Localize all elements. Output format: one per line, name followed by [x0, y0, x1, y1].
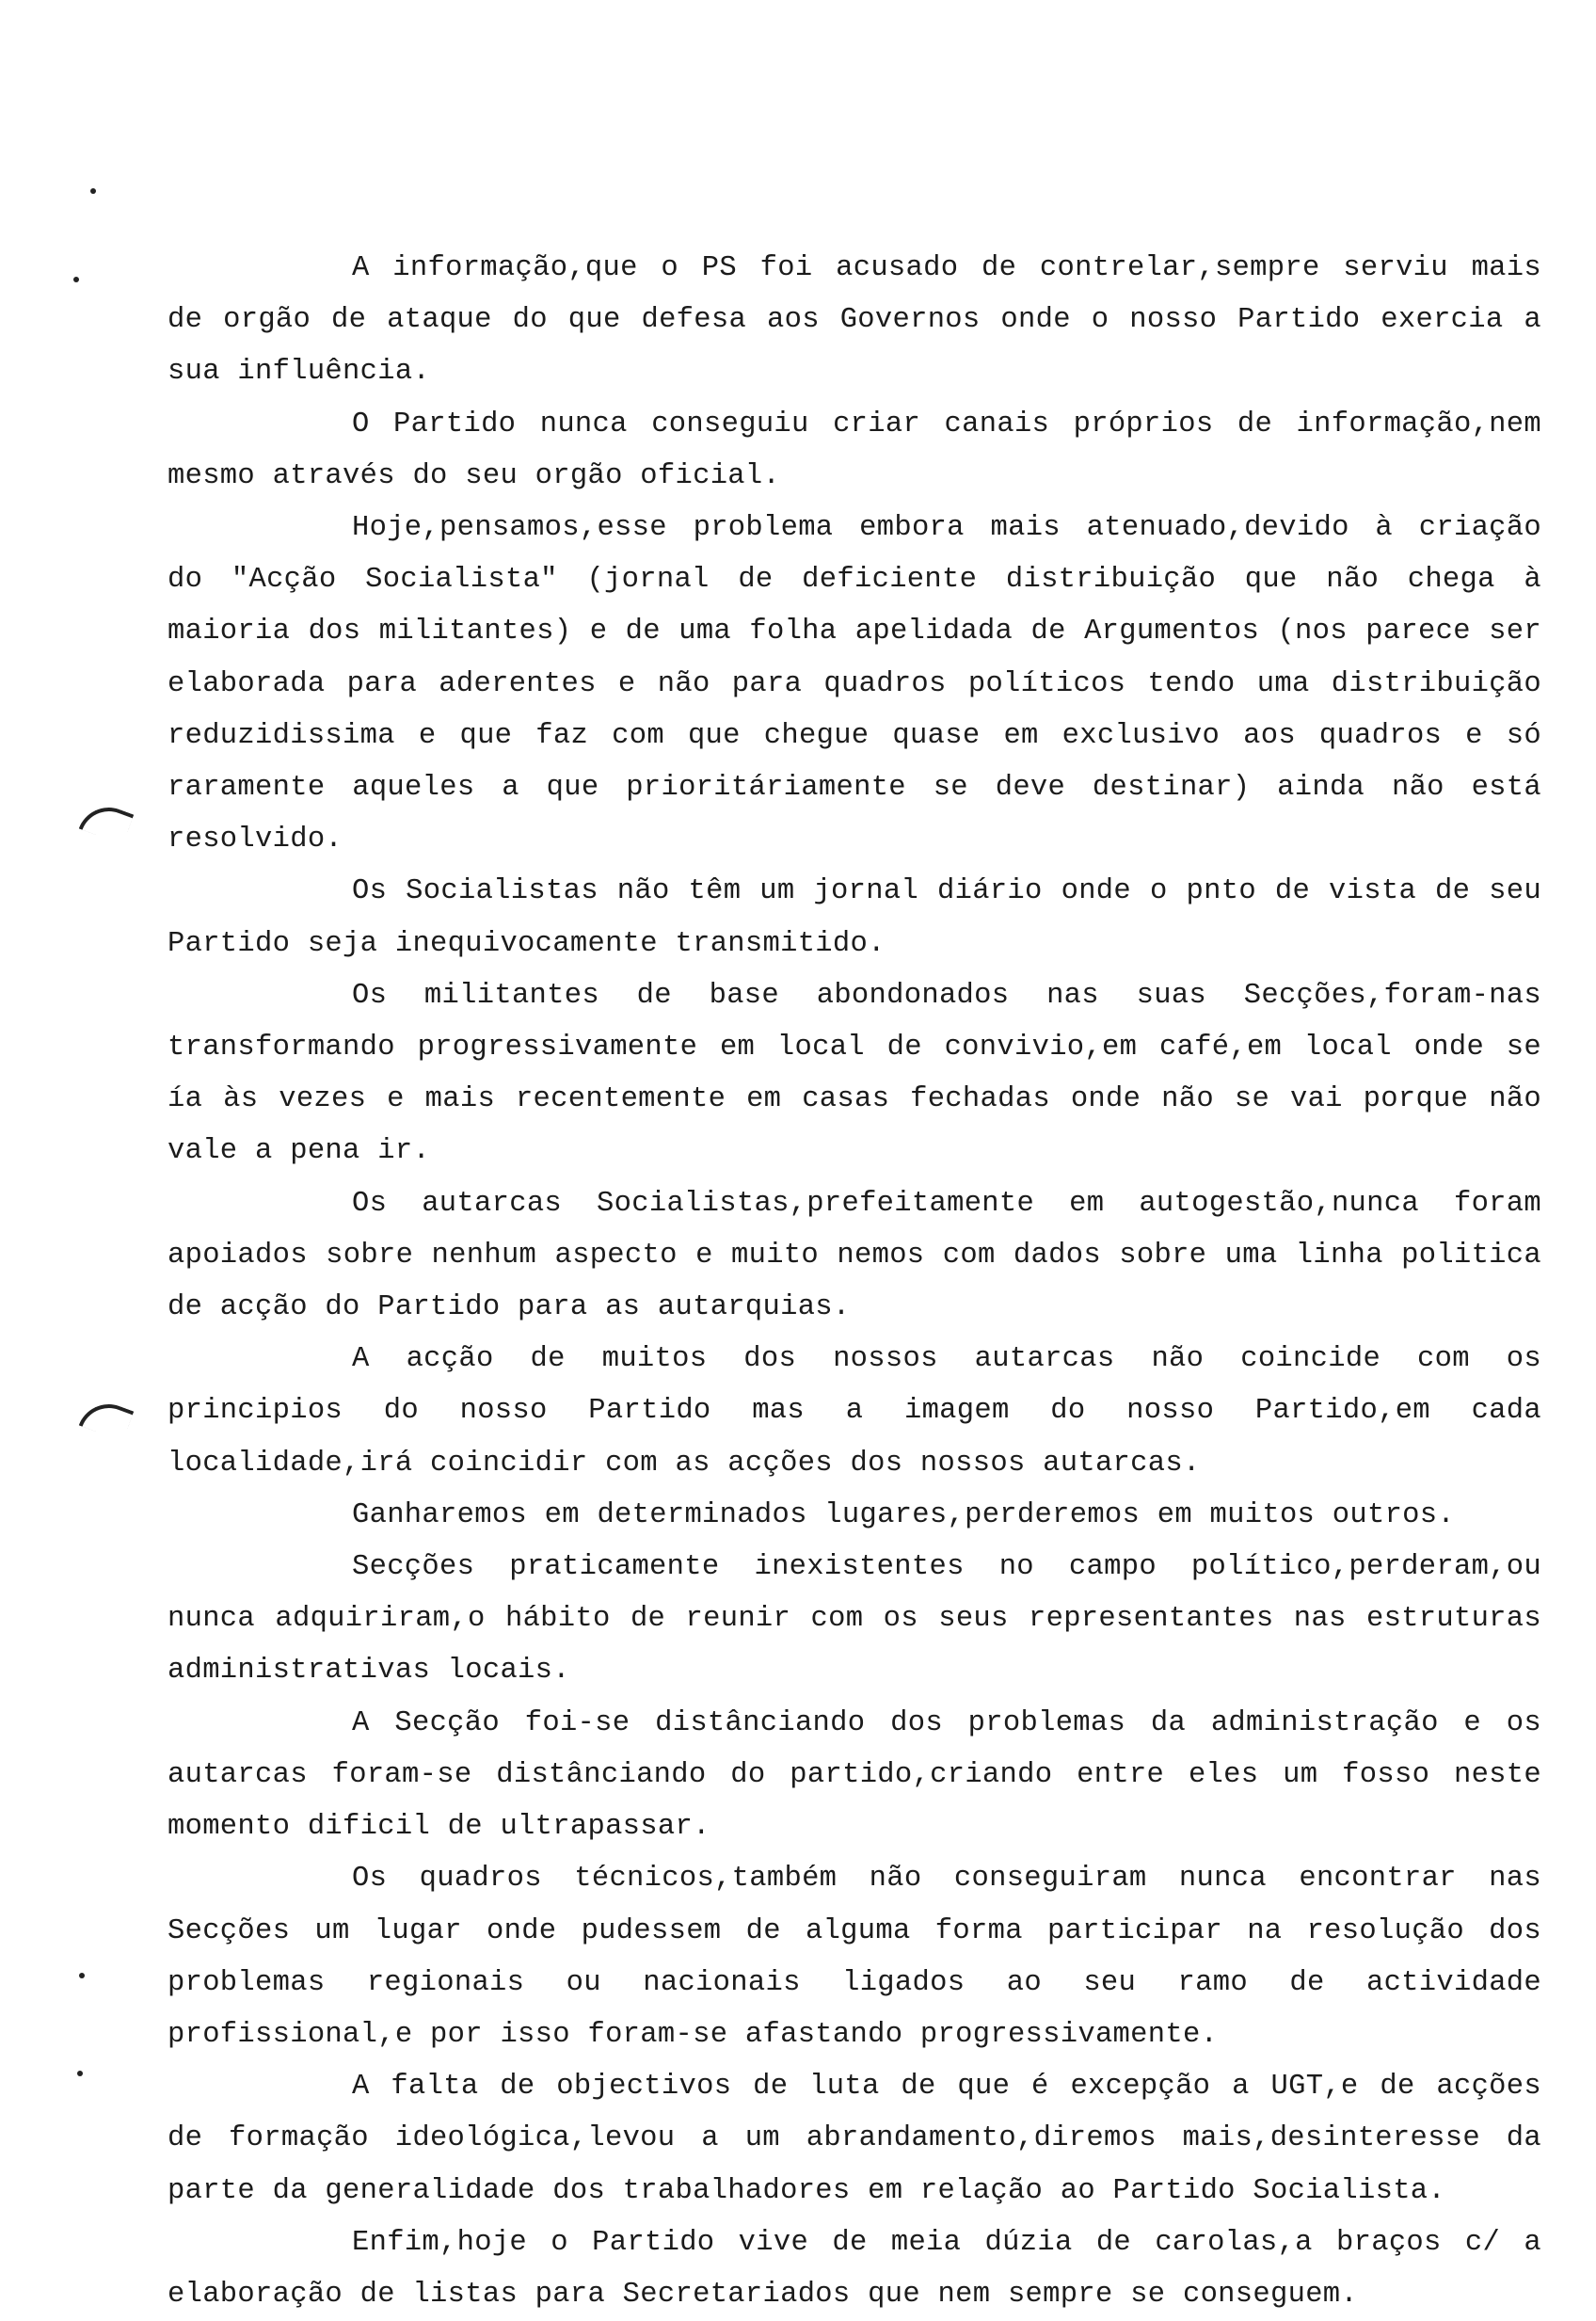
paragraph: A acção de muitos dos nossos autarcas não coincide com os principios do nosso Partido mas a imagem do nosso Partido,em cada localidade,irá coincidir com as acções dos nossos autarcas. [168, 1343, 1541, 1480]
margin-dot-mark [73, 277, 79, 282]
paragraph: Hoje,pensamos,esse problema embora mais atenuado,devido à criação do "Acção Socialista" (jornal de deficiente distribuição que não chega à maioria dos militantes) e de uma folha apelidada de Argumentos (nos parece ser elaborada para aderentes e não para quadros políticos tendo uma distribuição reduzidissima e que faz com que chegue quase em exclusivo aos quadros e só raramente aqueles a que prioritáriamente se deve destinar) ainda não está resolvido. [168, 512, 1541, 856]
paragraph: A Secção foi-se distânciando dos problemas da administração e os autarcas foram-se distânciando do partido,criando entre eles um fosso neste momento dificil de ultrapassar. [168, 1706, 1541, 1844]
paragraph: Enfim,hoje o Partido vive de meia dúzia de carolas,a braços c/ a elaboração de listas para Secretariados que nem sempre se conseguem. [168, 2226, 1541, 2311]
paragraph: Ganharemos em determinados lugares,perderemos em muitos outros. [352, 1498, 1455, 1531]
paragraph: A informação,que o PS foi acusado de contrelar,sempre serviu mais de orgão de ataque do que defesa aos Governos onde o nosso Partido exercia a sua influência. [168, 252, 1541, 389]
paragraph: Os autarcas Socialistas,prefeitamente em autogestão,nunca foram apoiados sobre nenhum aspecto e muito nemos com dados sobre uma linha politica de acção do Partido para as autarquias. [168, 1187, 1541, 1324]
document-body [168, 243, 1541, 2321]
paragraph: Os quadros técnicos,também não conseguiram nunca encontrar nas Secções um lugar onde pudessem de alguma forma participar na resolução dos problemas regionais ou nacionais ligados ao seu ramo de actividade profissional,e por isso foram-se afastando progressivamente. [168, 1863, 1541, 2051]
margin-dot-mark [77, 2071, 83, 2076]
paragraph: Secções praticamente inexistentes no campo político,perderam,ou nunca adquiriram,o hábito de reunir com os seus representantes nas estruturas administrativas locais. [168, 1551, 1541, 1688]
paragraph: Os Socialistas não têm um jornal diário onde o pnto de vista de seu Partido seja inequivocamente transmitido. [168, 875, 1541, 960]
margin-dot-mark [90, 188, 96, 194]
paragraph: O Partido nunca conseguiu criar canais próprios de informação,nem mesmo através do seu orgão oficial. [168, 408, 1541, 492]
margin-dot-mark [79, 1973, 85, 1978]
paragraph: A falta de objectivos de luta de que é excepção a UGT,e de acções de formação ideológica,levou a um abrandamento,diremos mais,desinteresse da parte da generalidade dos trabalhadores em relação ao Partido Socialista. [168, 2071, 1541, 2207]
margin-arc-mark [79, 798, 135, 844]
paragraph: Os militantes de base abondonados nas suas Secções,foram-nas transformando progressivamente em local de convivio,em café,em local onde se ía às vezes e mais recentemente em casas fechadas onde não se vai porque não vale a pena ir. [168, 979, 1541, 1168]
margin-arc-mark [79, 1395, 135, 1441]
